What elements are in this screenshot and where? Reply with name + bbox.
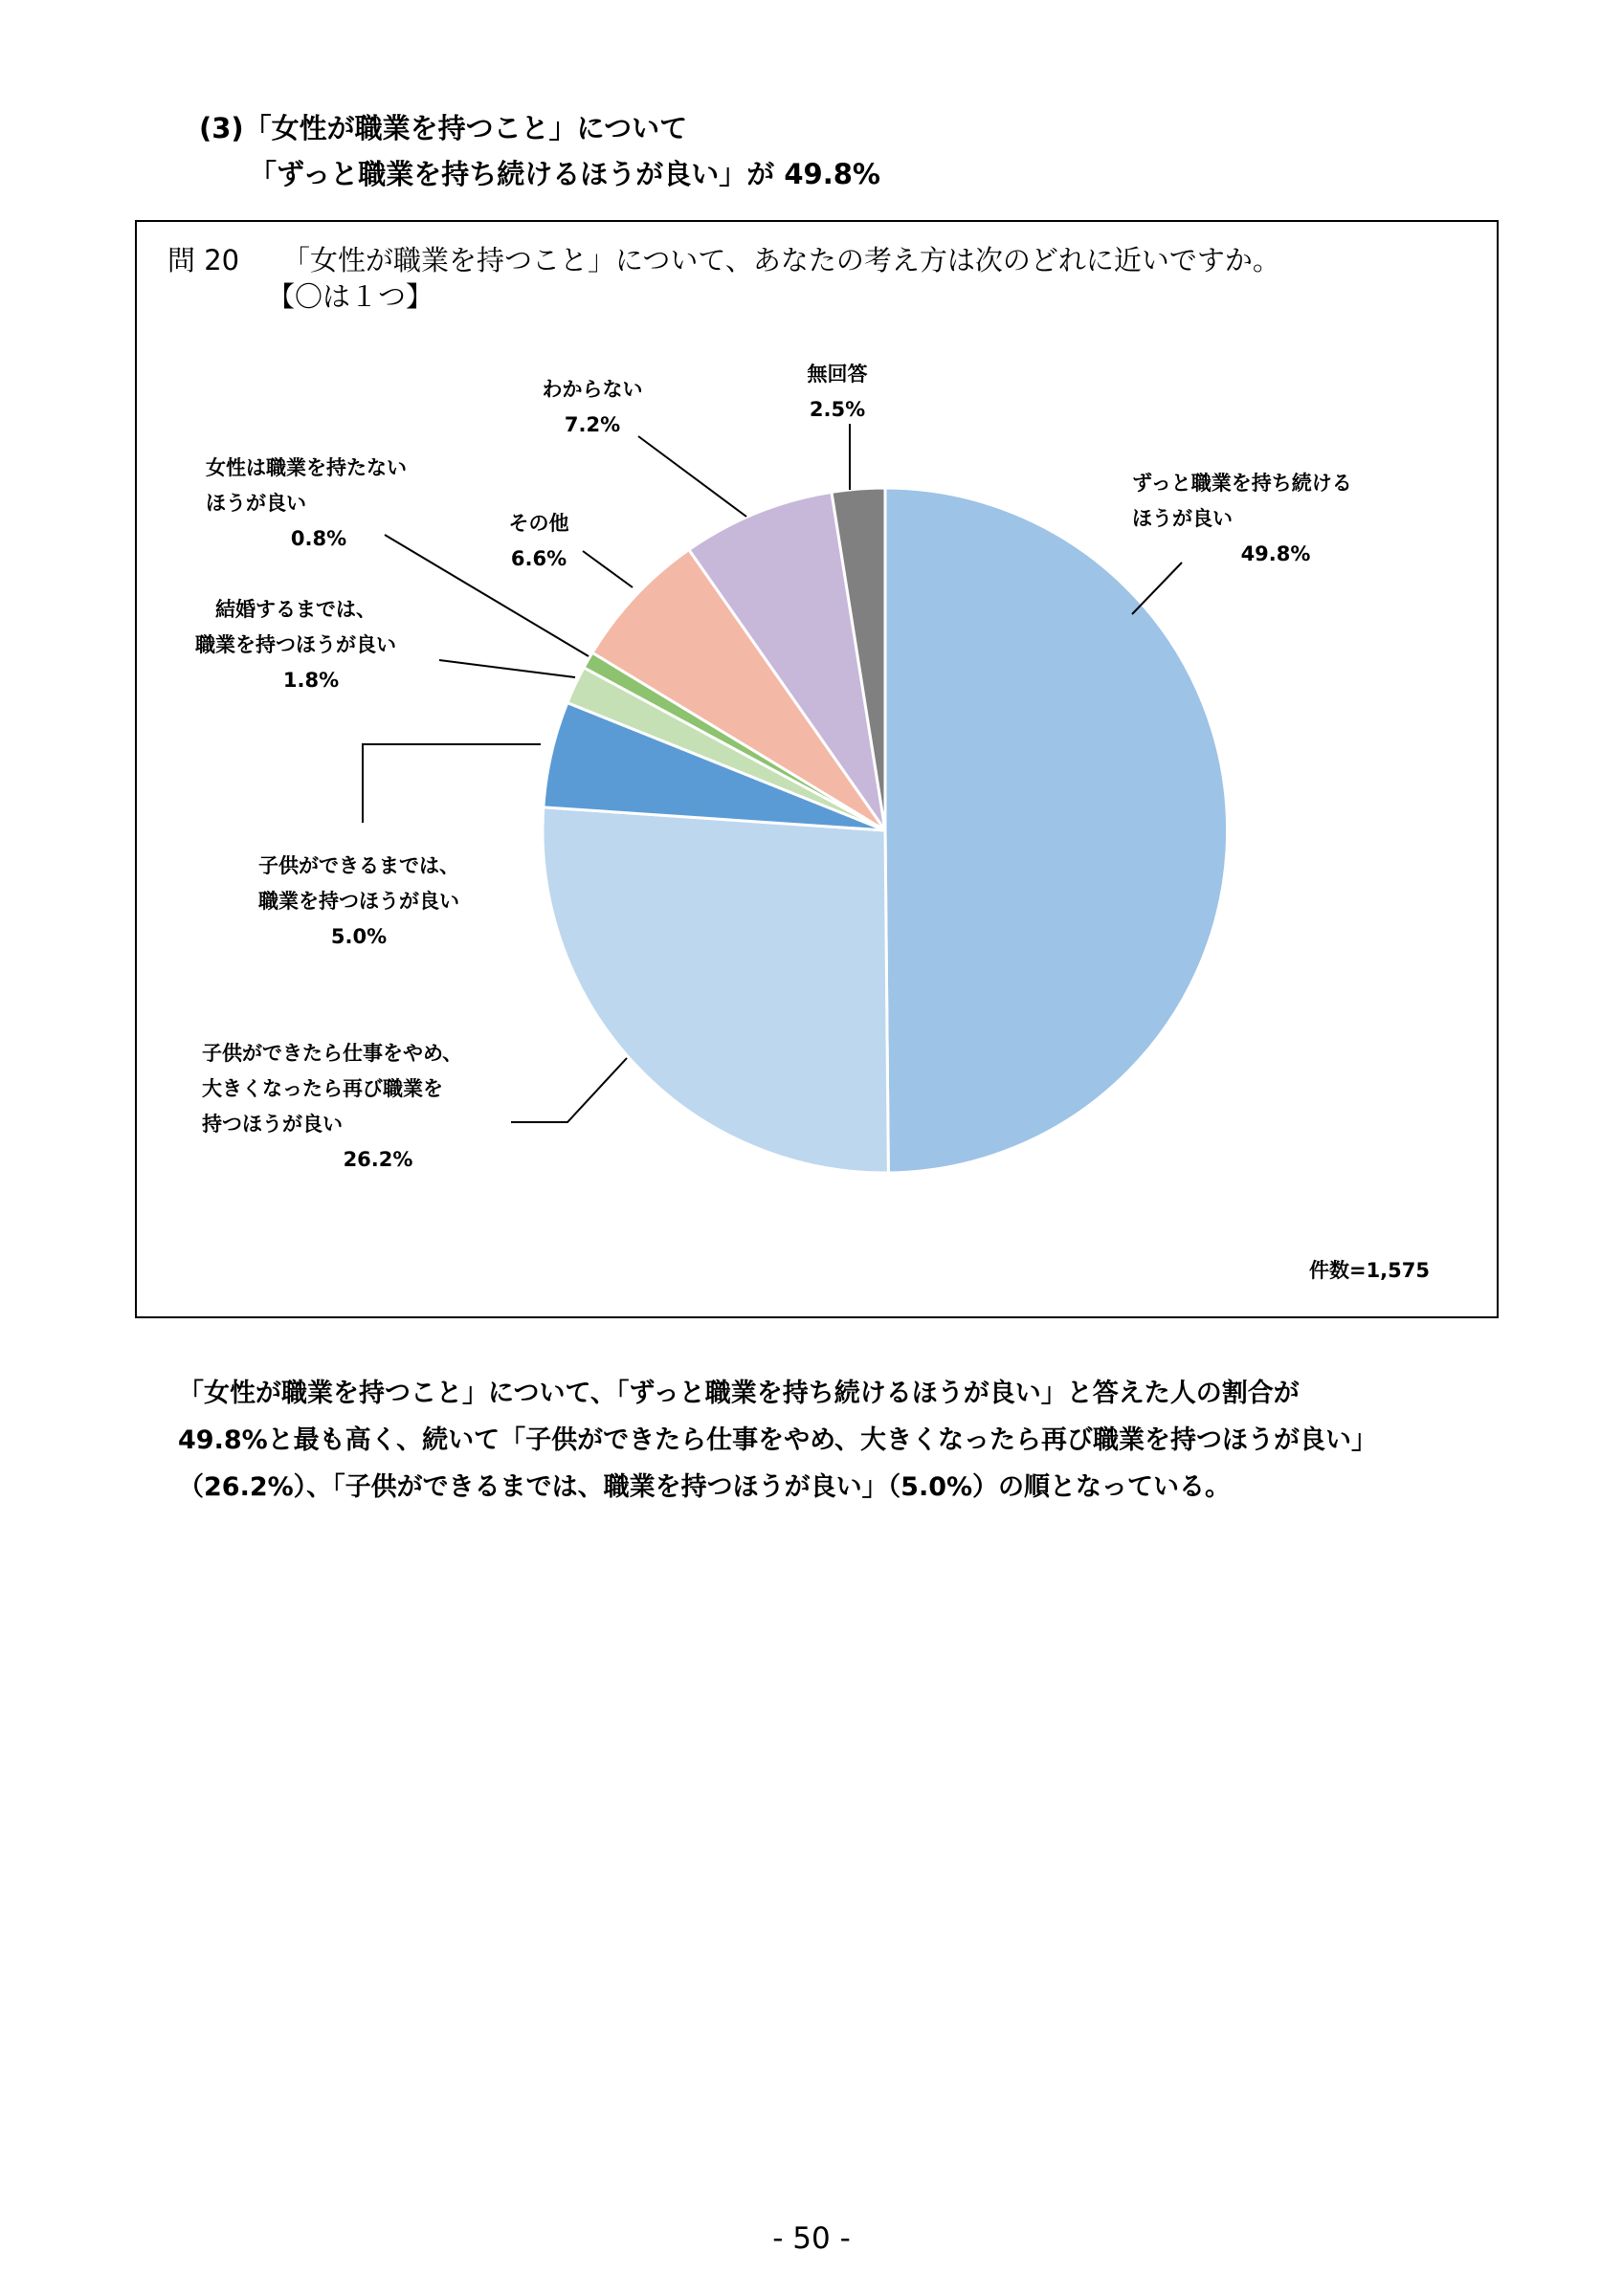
slice-label: その他 [508, 512, 569, 535]
pie-slice [543, 807, 888, 1173]
slice-value-label: 26.2% [343, 1148, 413, 1171]
slice-value-label: 2.5% [809, 398, 866, 421]
summary-text [178, 1370, 1518, 1511]
pie-slice [885, 488, 1228, 1173]
summary-line: （26.2%）、「子供ができるまでは、職業を持つほうが良い」（5.0%）の順となっている。 [178, 1472, 1232, 1502]
slice-value-label: 1.8% [282, 669, 340, 692]
chart-frame [135, 220, 1499, 1318]
sample-count: 件数=1,575 [1308, 1259, 1430, 1282]
summary-line: 49.8%と最も高く、続いて「子供ができたら仕事をやめ、大きくなったら再び職業を持つほうが良い」 [178, 1425, 1378, 1455]
slice-label: 無回答 [807, 363, 868, 386]
leader-line [439, 660, 575, 677]
slice-label: 職業を持つほうが良い [258, 890, 459, 913]
question-text: 「女性が職業を持つこと」について、あなたの考え方は次のどれに近いですか。 [282, 244, 1280, 276]
slice-label: 結婚するまでは、 [215, 598, 376, 621]
pie-chart [137, 222, 1497, 1316]
slice-label: 子供ができるまでは、 [258, 854, 459, 877]
slice-label: 職業を持つほうが良い [195, 633, 396, 656]
slice-label: ずっと職業を持ち続ける [1132, 472, 1352, 495]
leader-line [1132, 563, 1182, 614]
page-number: - 50 - [772, 2221, 851, 2256]
leader-line [583, 551, 633, 587]
question-instruction: 【〇は１つ】 [267, 280, 434, 313]
slice-value-label: 7.2% [564, 413, 621, 436]
leader-line [511, 1058, 627, 1122]
slice-label: 子供ができたら仕事をやめ、 [202, 1042, 463, 1065]
slice-label: ほうが良い [1132, 507, 1233, 530]
slice-label: 女性は職業を持たない [206, 456, 407, 479]
slice-label: 大きくなったら再び職業を [202, 1077, 443, 1100]
slice-value-label: 0.8% [290, 527, 347, 550]
question-number: 問 20 [167, 244, 240, 276]
slice-label: ほうが良い [206, 492, 306, 515]
leader-line [363, 744, 541, 823]
leader-line [638, 436, 746, 517]
slice-value-label: 49.8% [1240, 542, 1311, 565]
section-subheading: 「ずっと職業を持ち続けるほうが良い」が 49.8% [249, 158, 880, 190]
pie-slices [543, 488, 1228, 1173]
slice-label: わからない [542, 378, 643, 401]
slice-label: 持つほうが良い [202, 1113, 343, 1136]
slice-value-label: 5.0% [330, 925, 388, 948]
section-heading: (3)「女性が職業を持つこと」について [199, 112, 688, 144]
summary-line: 「女性が職業を持つこと」について、「ずっと職業を持ち続けるほうが良い」と答えた人の割合が [178, 1379, 1300, 1408]
slice-value-label: 6.6% [510, 547, 567, 570]
